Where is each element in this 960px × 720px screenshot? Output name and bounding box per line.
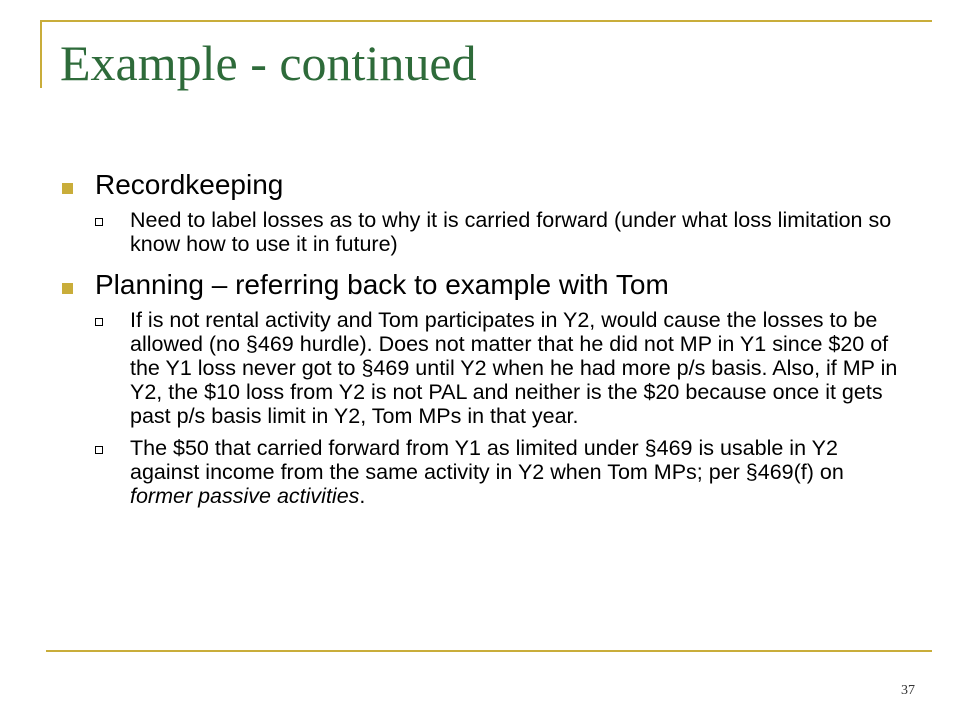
bullet-recordkeeping <box>60 168 910 256</box>
top-rule <box>40 20 932 22</box>
left-rule <box>40 20 42 88</box>
hollow-square-bullet-icon <box>95 318 103 326</box>
page-number: 37 <box>901 683 915 698</box>
bullet-text: Recordkeeping <box>95 169 284 200</box>
subbullet-text: Need to label losses as to why it is carried forward (under what loss limitation so know how to use it in future) <box>130 208 892 256</box>
subbullet-item <box>95 208 910 256</box>
subbullet-text-italic: former passive activities <box>130 484 360 508</box>
subbullet-item <box>95 308 910 428</box>
subbullet-text <box>130 436 910 508</box>
bullet-planning <box>60 268 910 508</box>
square-bullet-icon <box>62 283 73 294</box>
square-bullet-icon <box>62 183 73 194</box>
bottom-rule <box>46 650 932 652</box>
subbullet-text: If is not rental activity and Tom participates in Y2, would cause the losses to be allowed (no §469 hurdle). Does not matter that he did not MP in Y1 since $20 of the Y1 loss never got to §469 until Y2 when he had more p/s basis. Also, if MP in Y2, the $10 loss from Y2 is not PAL and neither is the $20 because once it gets past p/s basis limit in Y2, Tom MPs in that year. <box>130 308 898 428</box>
subbullet-text-before: The $50 that carried forward from Y1 as limited under §469 is usable in Y2 against income from the same activity in Y2 when Tom MPs; per §469(f) on <box>130 436 844 484</box>
hollow-square-bullet-icon <box>95 446 103 454</box>
subbullet-list <box>95 208 910 256</box>
subbullet-text-after: . <box>359 484 366 508</box>
slide-title: Example - continued <box>60 35 477 91</box>
subbullet-list <box>95 308 910 508</box>
bullet-text: Planning – referring back to example with Tom <box>95 269 669 300</box>
hollow-square-bullet-icon <box>95 218 103 226</box>
subbullet-item <box>95 436 910 508</box>
slide-content <box>60 168 910 520</box>
